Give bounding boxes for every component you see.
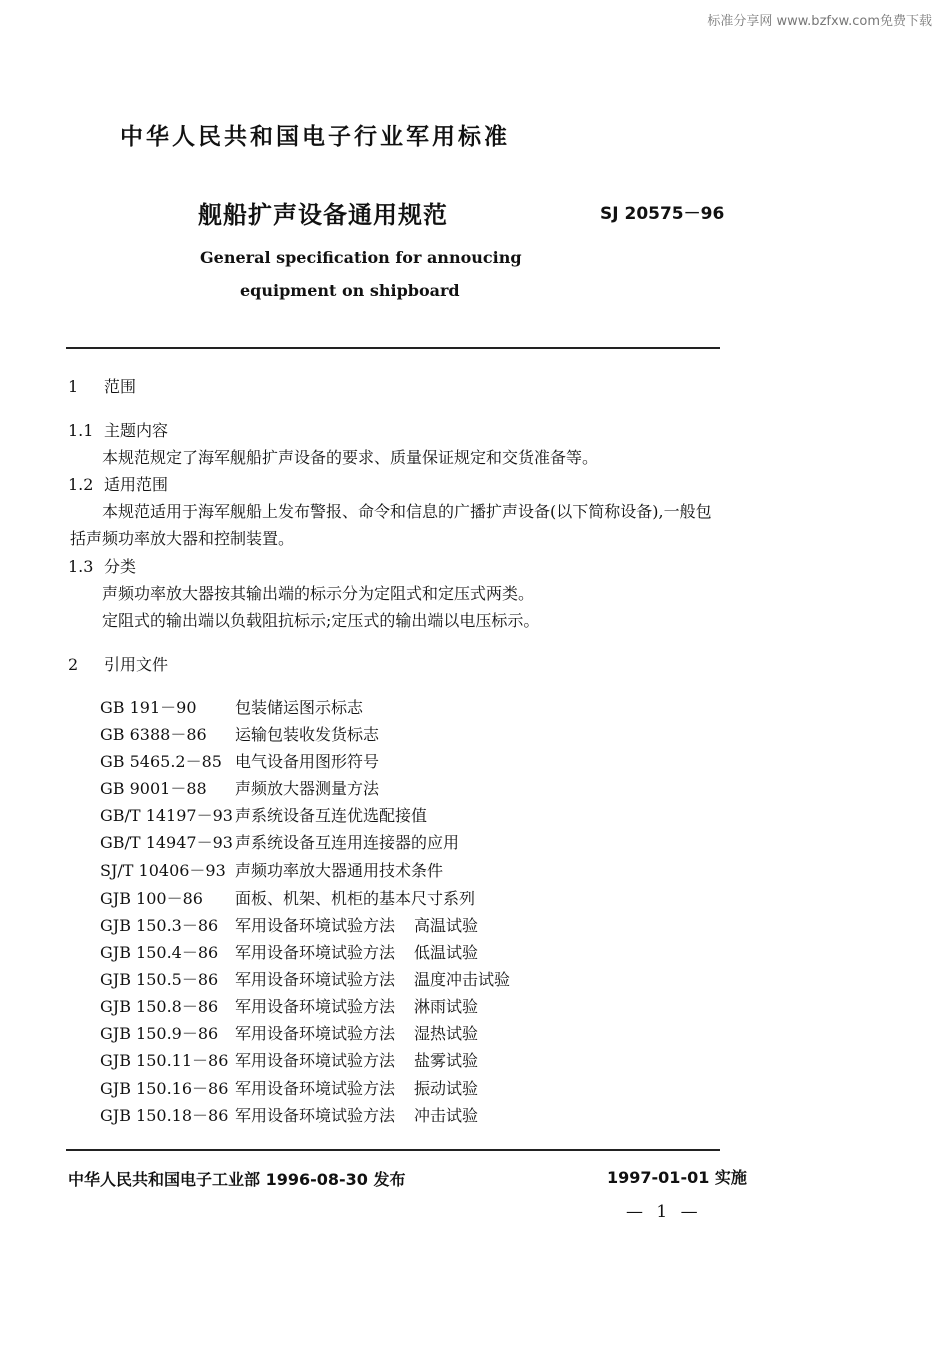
section-number: 1.1 [68,421,94,440]
reference-test: 湿热试验 [414,1024,479,1043]
reference-item [100,722,379,745]
reference-code: GJB 150.16－86 [100,1079,229,1098]
reference-name: 声频放大器测量方法 [235,779,380,798]
section-title: 分类 [104,557,137,576]
page-number: — 1 — [626,1202,702,1222]
reference-code: SJ/T 10406－93 [100,861,226,880]
reference-name: 军用设备环境试验方法 [235,916,396,935]
section-2-heading [68,652,168,675]
section-1-3-text-line1: 声频功率放大器按其输出端的标示分为定阻式和定压式两类。 [102,584,535,603]
section-1-heading [68,374,136,397]
reference-code: GB 5465.2－85 [100,752,222,771]
reference-item [100,1021,479,1044]
section-1-1-heading [68,418,168,441]
reference-name: 运输包装收发货标志 [235,725,380,744]
section-number: 1.3 [68,557,94,576]
reference-code: GB/T 14947－93 [100,833,233,852]
section-1-3-heading [68,554,136,577]
reference-name: 声频功率放大器通用技术条件 [235,861,444,880]
reference-name: 军用设备环境试验方法 [235,1051,396,1070]
footer-divider [66,1149,720,1151]
section-number: 2 [68,655,79,674]
reference-name: 声系统设备互连用连接器的应用 [235,833,460,852]
reference-item [100,967,511,990]
section-number: 1.2 [68,475,94,494]
reference-name: 军用设备环境试验方法 [235,1079,396,1098]
reference-test: 淋雨试验 [414,997,479,1016]
reference-item [100,940,479,963]
section-title: 引用文件 [104,655,169,674]
reference-code: GJB 150.3－86 [100,916,219,935]
reference-name: 军用设备环境试验方法 [235,1024,396,1043]
section-title: 主题内容 [104,421,169,440]
reference-code: GB/T 14197－93 [100,806,233,825]
document-title-en-line2: equipment on shipboard [240,281,460,300]
reference-name: 军用设备环境试验方法 [235,970,396,989]
section-1-2-text-line2: 括声频功率放大器和控制装置。 [70,529,295,548]
section-1-3-text-line2: 定阻式的输出端以负载阻抗标示;定压式的输出端以电压标示。 [102,611,540,630]
reference-item [100,913,479,936]
reference-name: 面板、机架、机柜的基本尺寸系列 [235,889,476,908]
header-divider [66,347,720,349]
reference-code: GJB 150.5－86 [100,970,219,989]
document-title-cn: 舰船扩声设备通用规范 [198,201,448,229]
reference-item [100,1103,479,1126]
reference-item [100,695,363,718]
reference-test: 高温试验 [414,916,479,935]
reference-code: GJB 150.9－86 [100,1024,219,1043]
section-1-1-text: 本规范规定了海军舰船扩声设备的要求、质量保证规定和交货准备等。 [102,448,599,467]
reference-item [100,886,475,909]
section-title: 范围 [104,377,137,396]
reference-code: GJB 150.18－86 [100,1106,229,1125]
reference-test: 盐雾试验 [414,1051,479,1070]
reference-name: 声系统设备互连优选配接值 [235,806,428,825]
reference-code: GJB 150.4－86 [100,943,219,962]
reference-item [100,1076,479,1099]
document-title-en-line1: General specification for annoucing [200,248,522,267]
reference-name: 包装储运图示标志 [235,698,364,717]
effective-date: 1997-01-01 实施 [607,1168,747,1187]
reference-name: 军用设备环境试验方法 [235,943,396,962]
reference-item [100,1048,479,1071]
reference-test: 低温试验 [414,943,479,962]
section-1-2-heading [68,472,168,495]
reference-item [100,776,379,799]
reference-item [100,858,443,881]
section-1-2-text-line1: 本规范适用于海军舰船上发布警报、命令和信息的广播扩声设备(以下简称设备),一般包 [102,502,712,521]
reference-name: 电气设备用图形符号 [235,752,380,771]
reference-code: GJB 100－86 [100,889,203,908]
organization-heading: 中华人民共和国电子行业军用标准 [120,124,510,150]
reference-code: GJB 150.8－86 [100,997,219,1016]
reference-name: 军用设备环境试验方法 [235,997,396,1016]
section-title: 适用范围 [104,475,169,494]
standard-code: SJ 20575－96 [600,204,725,224]
reference-test: 温度冲击试验 [414,970,511,989]
reference-code: GB 9001－88 [100,779,207,798]
reference-item [100,749,379,772]
reference-test: 振动试验 [414,1079,479,1098]
issue-statement: 中华人民共和国电子工业部 1996-08-30 发布 [68,1170,406,1189]
reference-item [100,803,427,826]
reference-code: GB 6388－86 [100,725,207,744]
section-number: 1 [68,377,79,396]
reference-item [100,830,459,853]
reference-item [100,994,479,1017]
reference-test: 冲击试验 [414,1106,479,1125]
reference-name: 军用设备环境试验方法 [235,1106,396,1125]
watermark: 标准分享网 www.bzfxw.com免费下载 [707,14,932,29]
reference-code: GB 191－90 [100,698,197,717]
reference-code: GJB 150.11－86 [100,1051,229,1070]
